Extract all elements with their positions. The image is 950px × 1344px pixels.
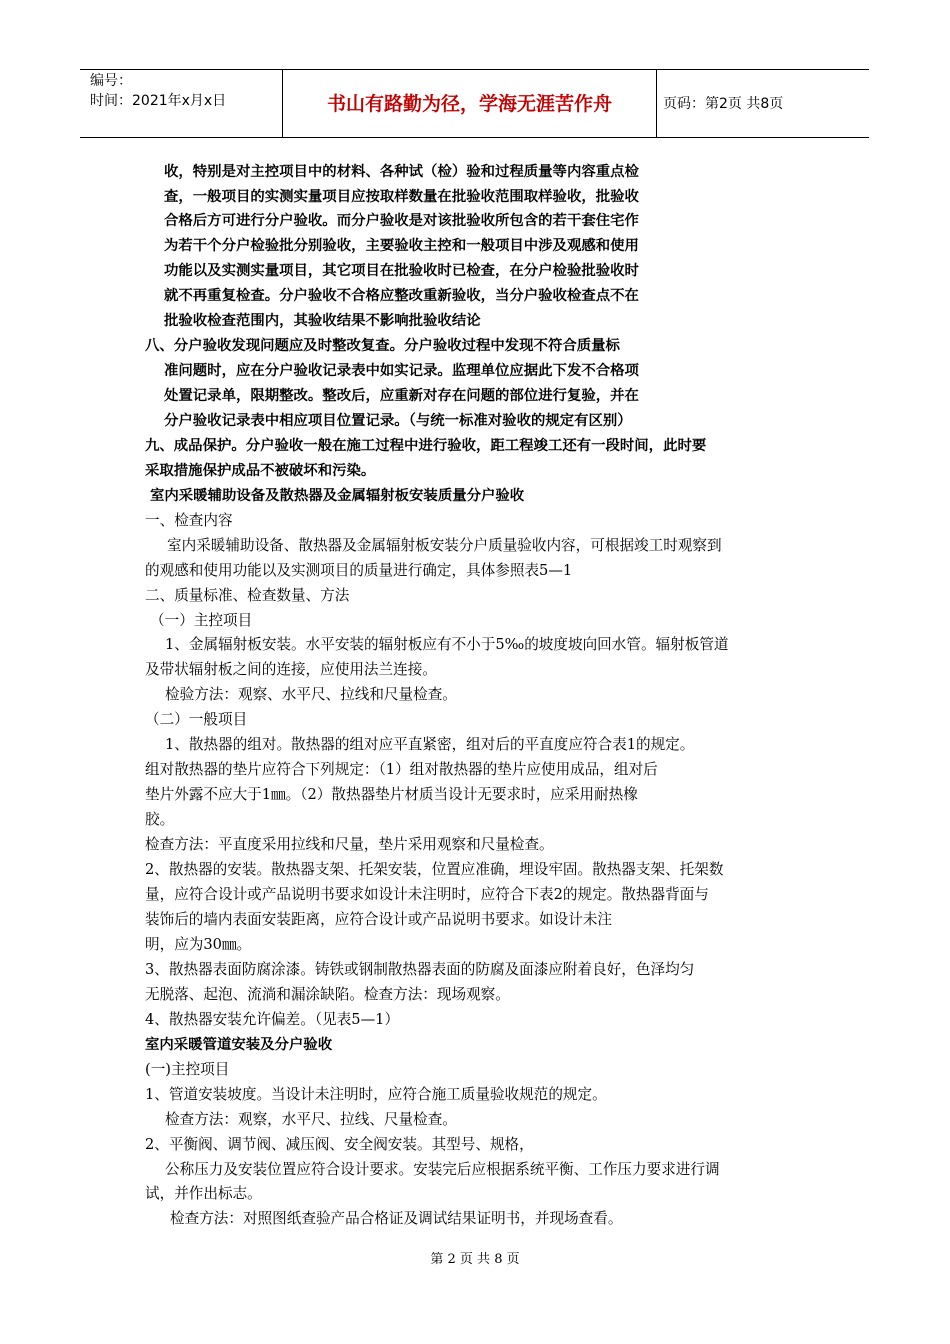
paragraph-line: 及带状辐射板之间的连接，应使用法兰连接。 — [145, 661, 437, 678]
subsection-heading: (一)主控项目 — [145, 1061, 230, 1078]
body-line: 合格后方可进行分户验收。而分户验收是对该批验收所包含的若干套住宅作 — [164, 213, 639, 229]
page-header — [80, 69, 869, 138]
paragraph-line: 装饰后的墙内表面安装距离，应符合设计或产品说明书要求。如设计未注 — [145, 911, 613, 928]
doc-time-label: 时间：2021年x月x日 — [90, 93, 227, 109]
paragraph-line: 的观感和使用功能以及实测项目的质量进行确定，具体参照表5—1 — [145, 562, 573, 579]
paragraph-line: 3、散热器表面防腐涂漆。铸铁或钢制散热器表面的防腐及面漆应附着良好，色泽均匀 — [145, 961, 695, 978]
subsection-heading: 一、检查内容 — [145, 512, 233, 529]
body-line: 就不再重复检查。分户验收不合格应整改重新验收，当分户验收检查点不在 — [164, 288, 639, 304]
header-motto-cell — [283, 70, 657, 137]
subsection-heading: （二）一般项目 — [145, 711, 248, 728]
body-line: 查，一般项目的实测实量项目应按取样数量在批验收范围取样验收，批验收 — [164, 189, 639, 205]
paragraph-line: 检查方法：观察，水平尺、拉线、尺量检查。 — [165, 1111, 457, 1128]
section-heading: 九、成品保护。分户验收一般在施工过程中进行验收，距工程竣工还有一段时间，此时要 — [145, 438, 707, 454]
paragraph-line: 胶。 — [145, 811, 175, 828]
paragraph-line: 1、散热器的组对。散热器的组对应平直紧密，组对后的平直度应符合表1的规定。 — [165, 736, 695, 753]
paragraph-line: 检验方法：观察、水平尺、拉线和尺量检查。 — [165, 686, 457, 703]
paragraph-line: 检查方法：平直度采用拉线和尺量，垫片采用观察和尺量检查。 — [145, 836, 554, 853]
page-footer: 第 2 页 共 8 页 — [430, 1252, 520, 1267]
header-info-cell — [80, 70, 283, 137]
paragraph-line: 组对散热器的垫片应符合下列规定：（1）组对散热器的垫片应使用成品，组对后 — [145, 761, 658, 778]
body-line: 批验收检查范围内，其验收结果不影响批验收结论 — [164, 313, 481, 329]
paragraph-line: 4、散热器安装允许偏差。（见表5—1） — [145, 1011, 400, 1028]
subsection-heading: （一）主控项目 — [150, 612, 253, 629]
paragraph-line: 公称压力及安装位置应符合设计要求。安装完后应根据系统平衡、工作压力要求进行调 — [165, 1161, 720, 1178]
paragraph-line: 试，并作出标志。 — [145, 1185, 262, 1202]
header-motto: 书山有路勤为径，学海无涯苦作舟 — [326, 93, 612, 115]
section-title: 室内采暖辅助设备及散热器及金属辐射板安装质量分户验收 — [150, 488, 525, 504]
paragraph-line: 垫片外露不应大于1㎜。（2）散热器垫片材质当设计无要求时，应采用耐热橡 — [145, 786, 638, 803]
doc-number-label: 编号： — [90, 73, 132, 89]
body-line: 采取措施保护成品不被破坏和污染。 — [145, 463, 376, 479]
subsection-heading: 二、质量标准、检查数量、方法 — [145, 587, 350, 604]
body-line: 处置记录单，限期整改。整改后，应重新对存在问题的部位进行复验，并在 — [164, 388, 639, 404]
section-title: 室内采暖管道安装及分户验收 — [145, 1037, 333, 1053]
paragraph-line: 2、散热器的安装。散热器支架、托架安装，位置应准确，埋设牢固。散热器支架、托架数 — [145, 861, 724, 878]
paragraph-line: 1、金属辐射板安装。水平安装的辐射板应有不小于5‰的坡度坡向回水管。辐射板管道 — [165, 636, 729, 653]
body-line: 分户验收记录表中相应项目位置记录。（与统一标准对验收的规定有区别） — [164, 413, 632, 429]
body-line: 功能以及实测实量项目，其它项目在批验收时已检查，在分户检验批验收时 — [164, 263, 639, 279]
paragraph-line: 无脱落、起泡、流淌和漏涂缺陷。检查方法：现场观察。 — [145, 986, 510, 1003]
paragraph-line: 量，应符合设计或产品说明书要求如设计未注明时，应符合下表2的规定。散热器背面与 — [145, 886, 709, 903]
header-page-cell — [657, 70, 869, 137]
paragraph-line: 2、平衡阀、调节阀、减压阀、安全阀安装。其型号、规格， — [145, 1136, 534, 1153]
body-line: 为若干个分户检验批分别验收，主要验收主控和一般项目中涉及观感和使用 — [164, 238, 639, 254]
paragraph-line: 室内采暖辅助设备、散热器及金属辐射板安装分户质量验收内容，可根据竣工时观察到 — [167, 537, 722, 554]
paragraph-line: 检查方法：对照图纸查验产品合格证及调试结果证明书，并现场查看。 — [170, 1210, 623, 1227]
body-line: 准问题时，应在分户验收记录表中如实记录。监理单位应据此下发不合格项 — [164, 363, 639, 379]
header-page-code: 页码：第2页 共8页 — [663, 96, 784, 112]
body-line: 收，特别是对主控项目中的材料、各种试（检）验和过程质量等内容重点检 — [164, 164, 639, 180]
paragraph-line: 明，应为30㎜。 — [145, 936, 252, 953]
paragraph-line: 1、管道安装坡度。当设计未注明时，应符合施工质量验收规范的规定。 — [145, 1086, 607, 1103]
section-heading: 八、分户验收发现问题应及时整改复查。分户验收过程中发现不符合质量标 — [145, 338, 620, 354]
